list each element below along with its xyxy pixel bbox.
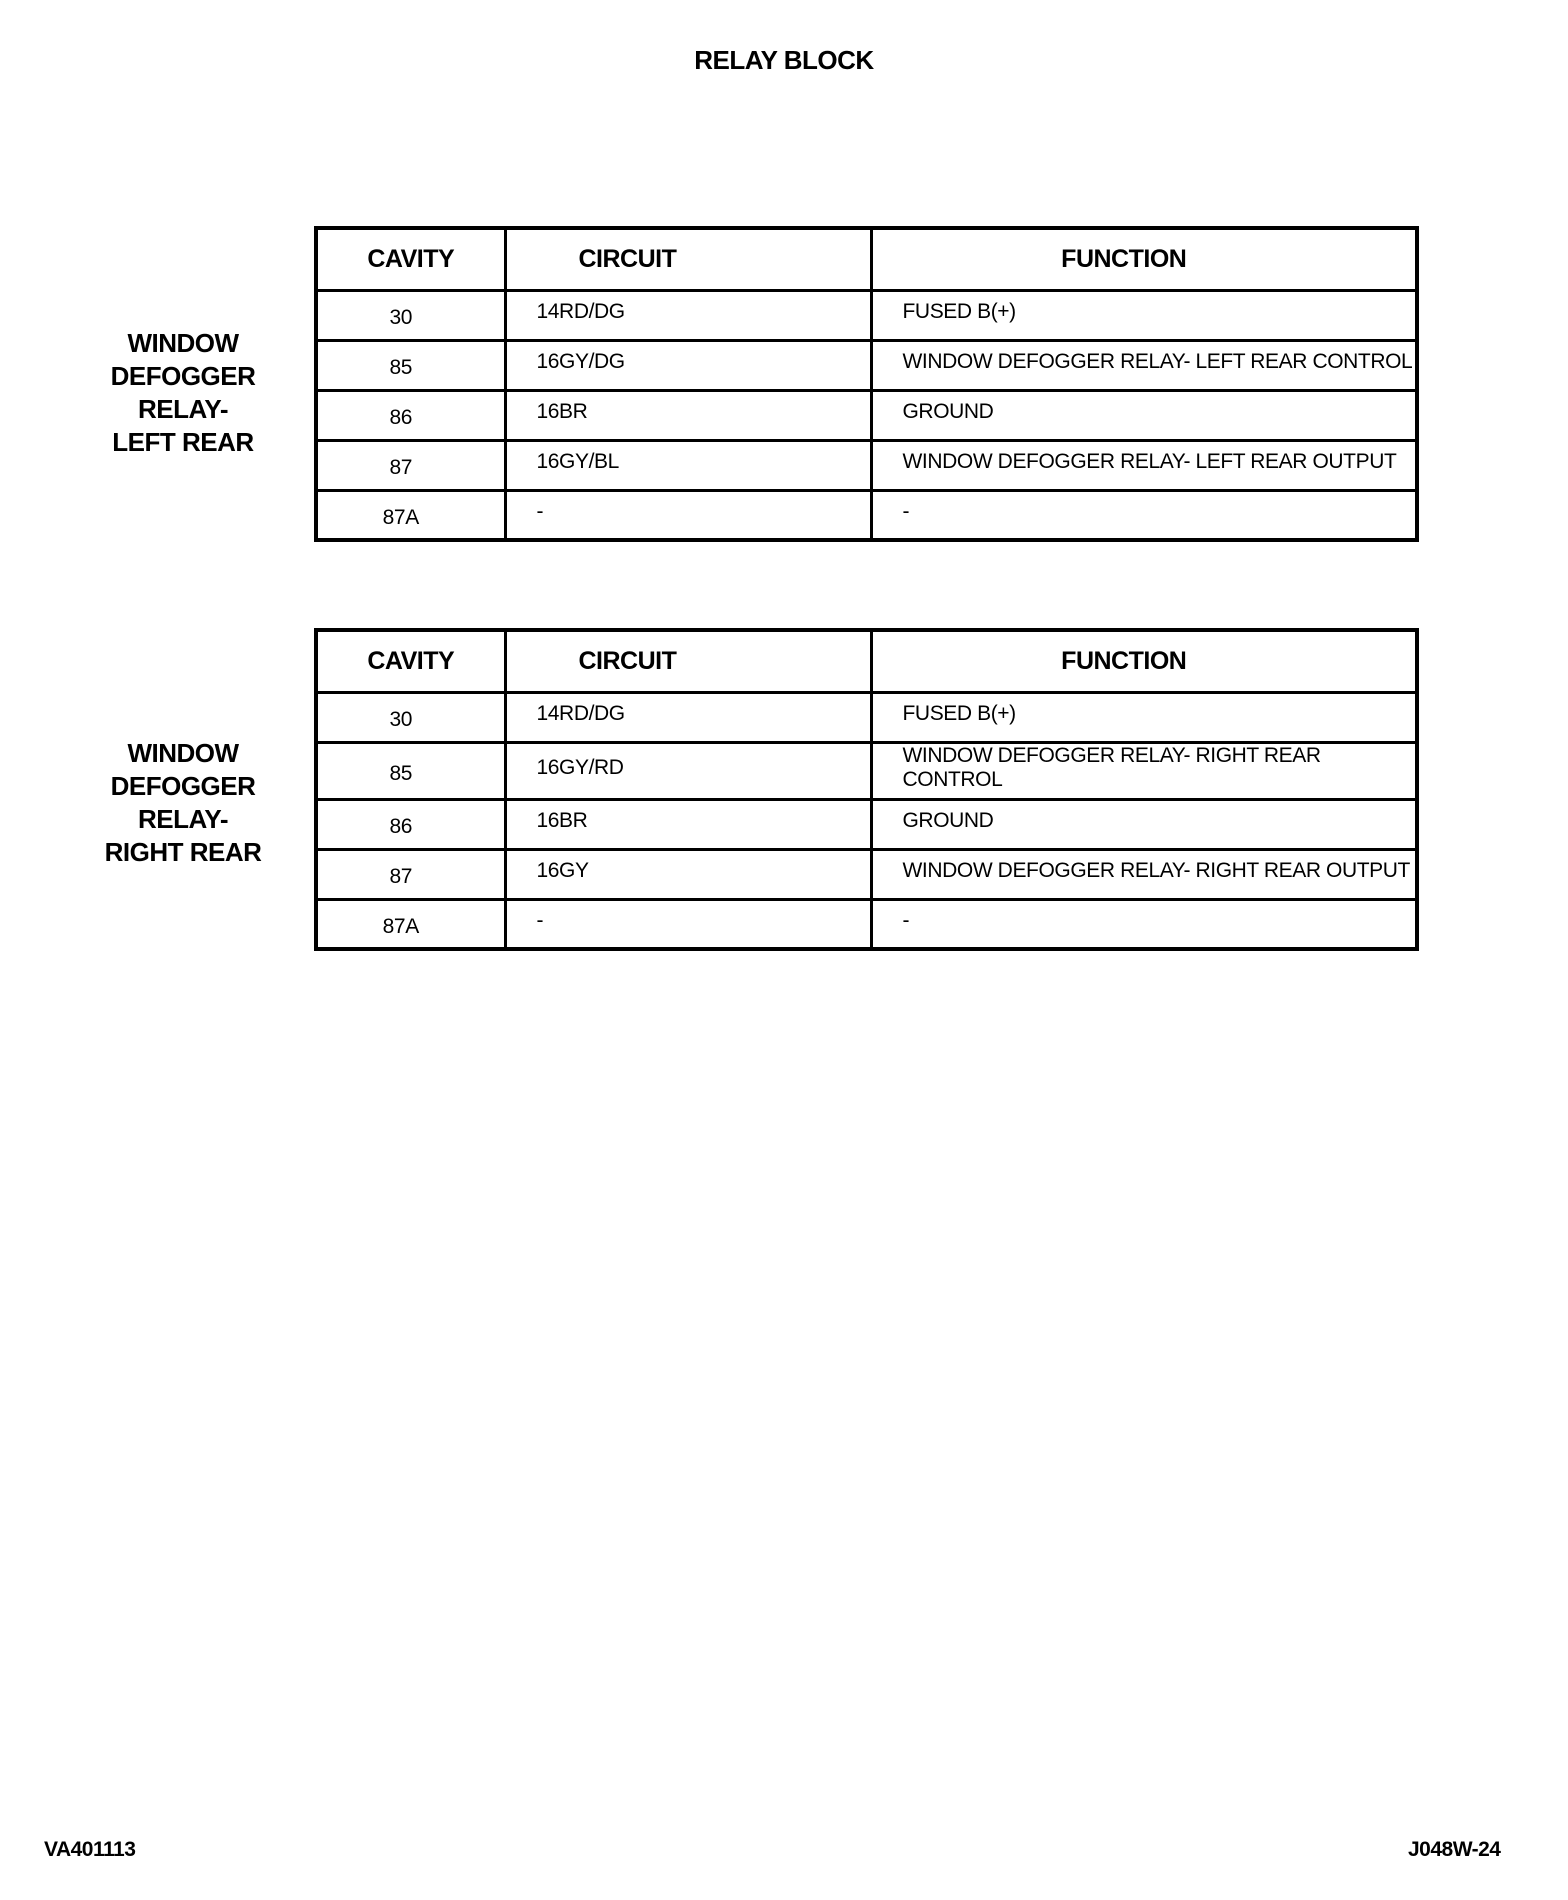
relay-label-line: RELAY- bbox=[138, 804, 228, 834]
table-header-row bbox=[316, 228, 1417, 290]
function-cell: WINDOW DEFOGGER RELAY- RIGHT REAR CONTROL bbox=[871, 742, 1417, 799]
cavity-cell: 87A bbox=[316, 899, 505, 949]
cavity-cell: 87 bbox=[316, 440, 505, 490]
cavity-cell: 85 bbox=[316, 340, 505, 390]
circuit-cell: 16GY/BL bbox=[505, 440, 871, 490]
circuit-cell: 16GY/RD bbox=[505, 742, 871, 799]
function-cell: WINDOW DEFOGGER RELAY- LEFT REAR OUTPUT bbox=[871, 440, 1417, 490]
relay-label-line: DEFOGGER bbox=[110, 771, 256, 801]
header-function: FUNCTION bbox=[871, 630, 1417, 692]
circuit-cell: 16BR bbox=[505, 390, 871, 440]
table-row bbox=[316, 899, 1417, 949]
table-row bbox=[316, 340, 1417, 390]
table-header-row bbox=[316, 630, 1417, 692]
function-cell: - bbox=[871, 490, 1417, 540]
figure-id-right: J048W-24 bbox=[1408, 1838, 1501, 1861]
function-cell: FUSED B(+) bbox=[871, 692, 1417, 742]
relay-label-line: RELAY- bbox=[138, 394, 228, 424]
table-row bbox=[316, 390, 1417, 440]
header-cavity: CAVITY bbox=[316, 228, 505, 290]
function-cell: WINDOW DEFOGGER RELAY- LEFT REAR CONTROL bbox=[871, 340, 1417, 390]
relay-label-line: WINDOW bbox=[127, 328, 239, 358]
table-row bbox=[316, 849, 1417, 899]
circuit-cell: 14RD/DG bbox=[505, 692, 871, 742]
function-cell: GROUND bbox=[871, 799, 1417, 849]
table-row bbox=[316, 440, 1417, 490]
cavity-cell: 30 bbox=[316, 692, 505, 742]
circuit-cell: - bbox=[505, 899, 871, 949]
header-circuit: CIRCUIT bbox=[505, 630, 871, 692]
relay-table-right-rear bbox=[314, 628, 1419, 951]
table-row bbox=[316, 742, 1417, 799]
cavity-cell: 86 bbox=[316, 390, 505, 440]
table-row bbox=[316, 799, 1417, 849]
circuit-cell: - bbox=[505, 490, 871, 540]
relay-label-left-rear bbox=[68, 327, 298, 459]
cavity-cell: 30 bbox=[316, 290, 505, 340]
function-cell: GROUND bbox=[871, 390, 1417, 440]
circuit-cell: 16GY bbox=[505, 849, 871, 899]
relay-table-left-rear bbox=[314, 226, 1419, 542]
header-function: FUNCTION bbox=[871, 228, 1417, 290]
function-cell: - bbox=[871, 899, 1417, 949]
function-cell: FUSED B(+) bbox=[871, 290, 1417, 340]
circuit-cell: 14RD/DG bbox=[505, 290, 871, 340]
cavity-cell: 87 bbox=[316, 849, 505, 899]
table-row bbox=[316, 490, 1417, 540]
circuit-cell: 16GY/DG bbox=[505, 340, 871, 390]
figure-id-left: VA401113 bbox=[44, 1838, 136, 1861]
relay-label-line: LEFT REAR bbox=[112, 427, 254, 457]
cavity-cell: 85 bbox=[316, 742, 505, 799]
relay-label-line: WINDOW bbox=[127, 738, 239, 768]
cavity-cell: 87A bbox=[316, 490, 505, 540]
relay-label-right-rear bbox=[68, 737, 298, 869]
table-row bbox=[316, 290, 1417, 340]
header-cavity: CAVITY bbox=[316, 630, 505, 692]
table-row bbox=[316, 692, 1417, 742]
circuit-cell: 16BR bbox=[505, 799, 871, 849]
function-cell: WINDOW DEFOGGER RELAY- RIGHT REAR OUTPUT bbox=[871, 849, 1417, 899]
relay-label-line: DEFOGGER bbox=[110, 361, 256, 391]
header-circuit: CIRCUIT bbox=[505, 228, 871, 290]
relay-label-line: RIGHT REAR bbox=[104, 837, 262, 867]
cavity-cell: 86 bbox=[316, 799, 505, 849]
page-title: RELAY BLOCK bbox=[694, 45, 874, 75]
